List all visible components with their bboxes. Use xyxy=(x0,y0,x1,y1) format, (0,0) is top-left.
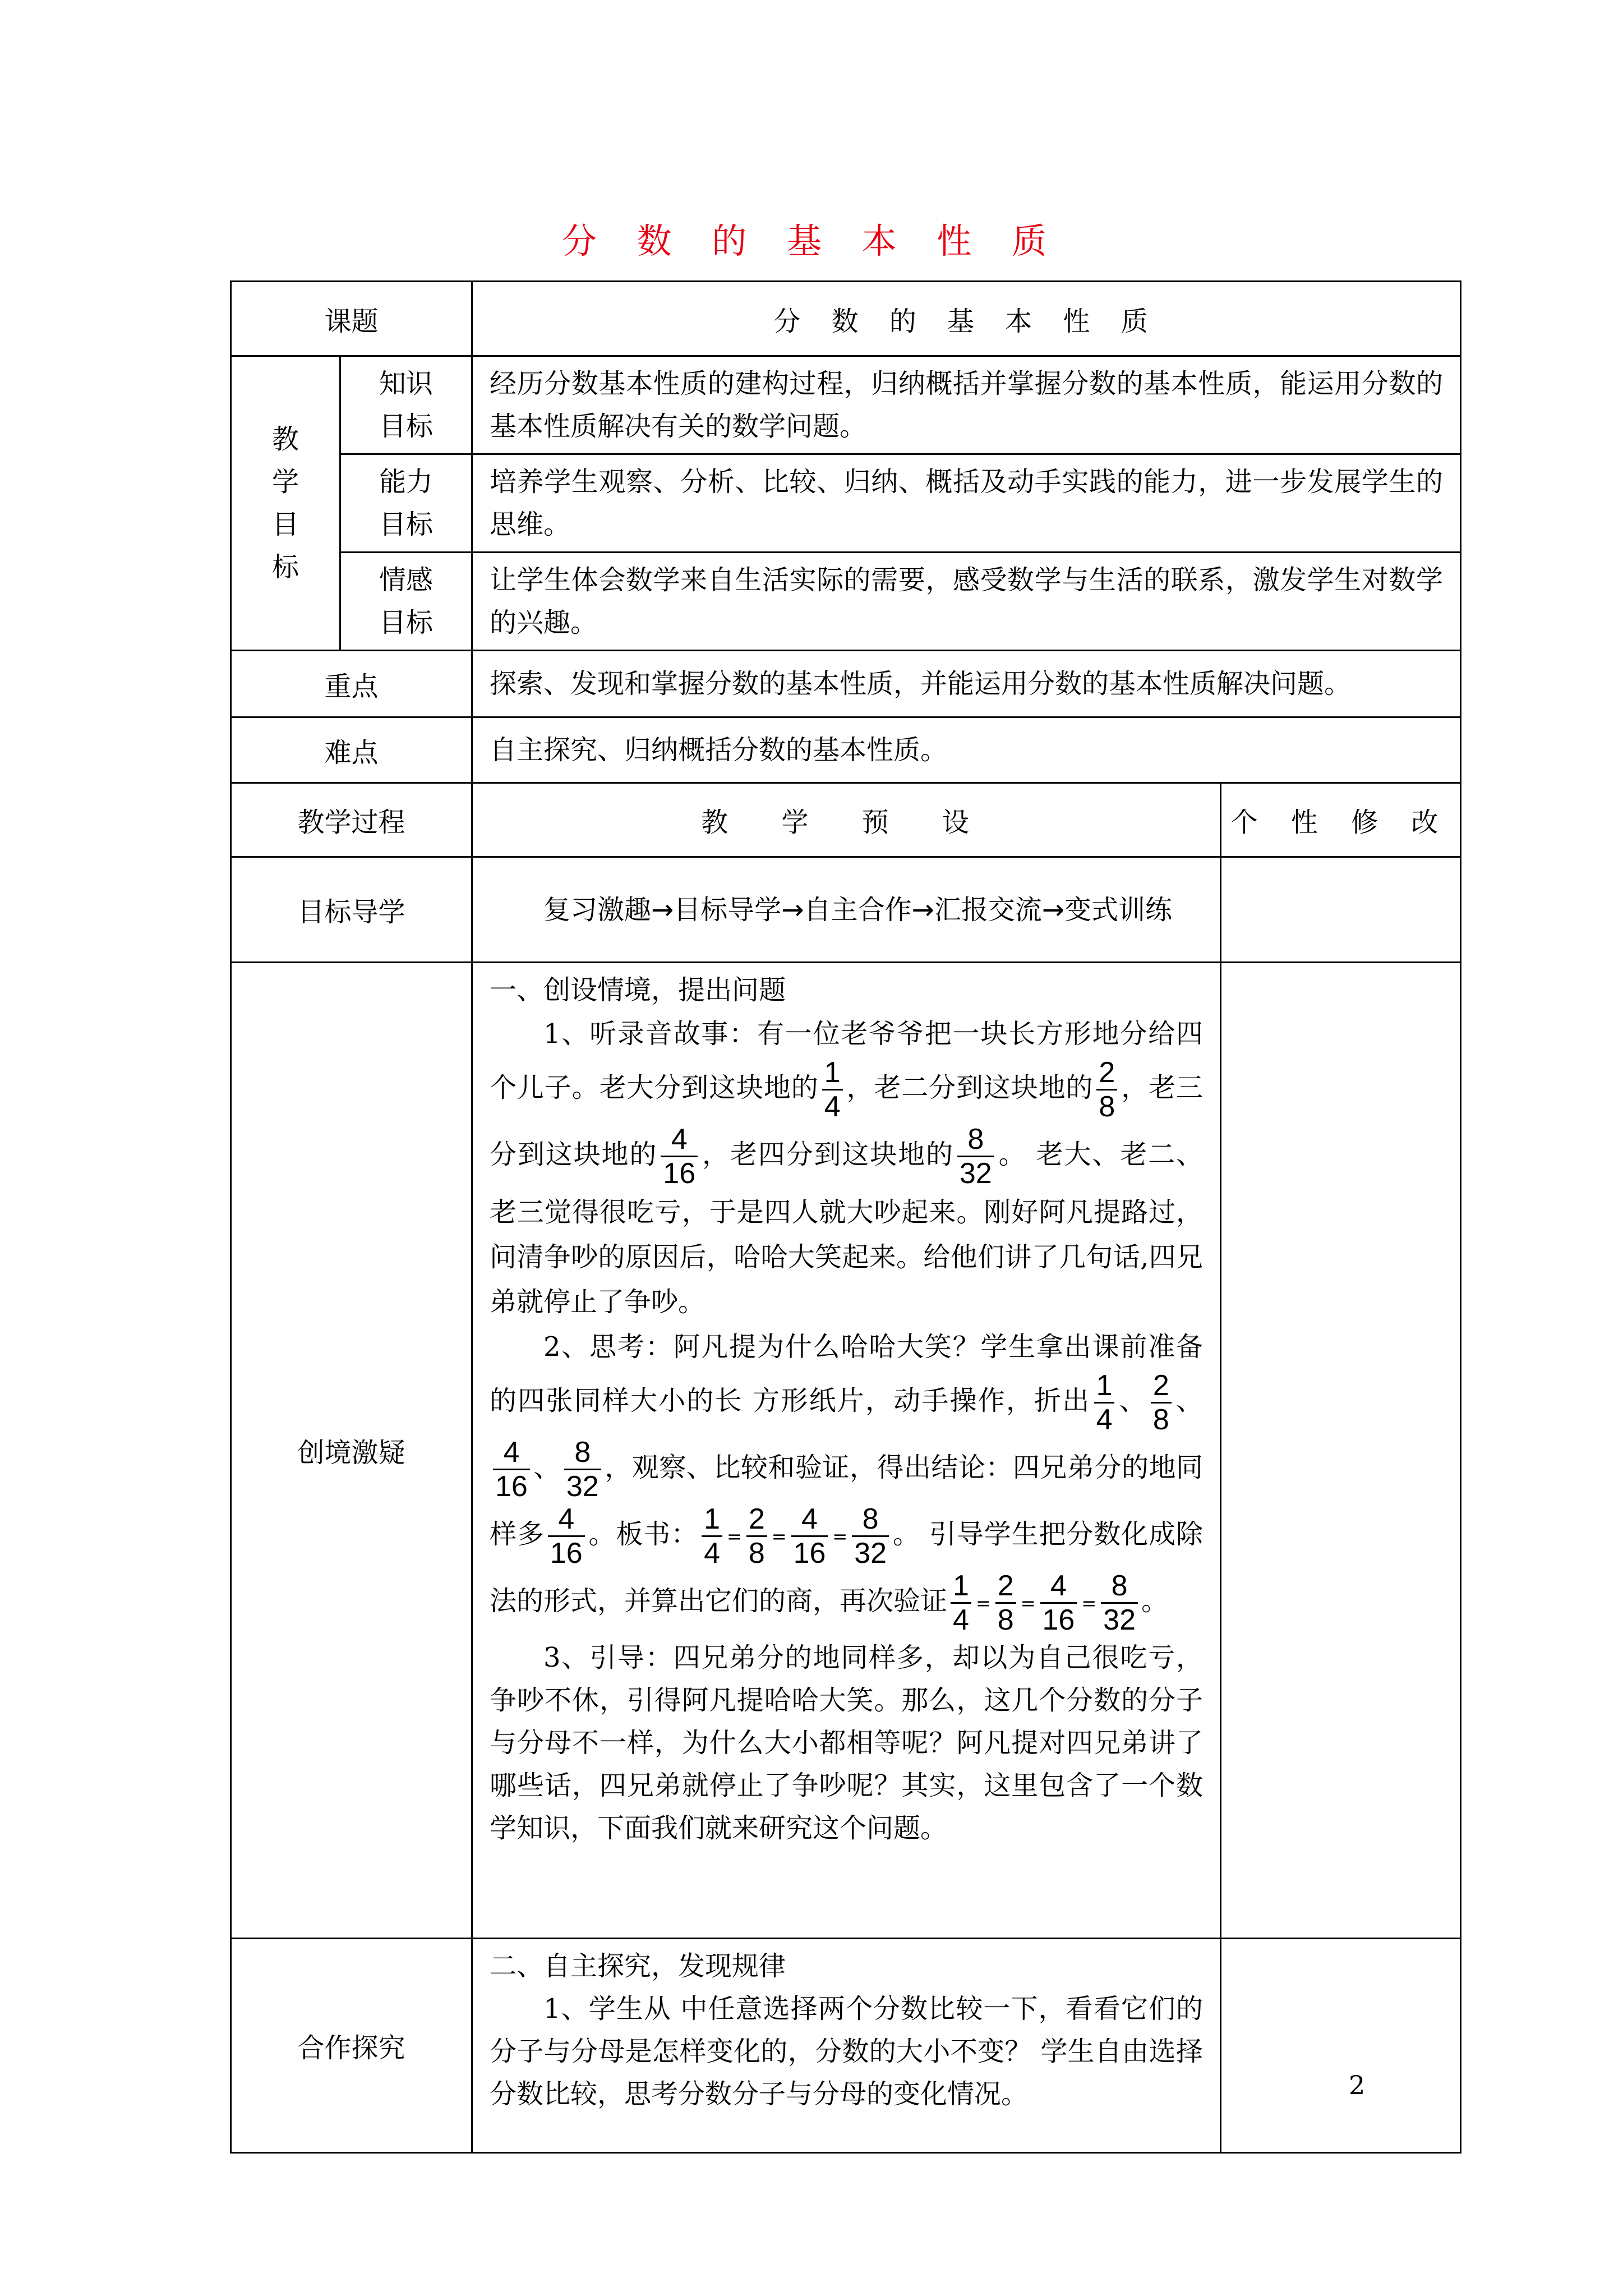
scenario-paragraph-2: 2、思考：阿凡提为什么哈哈大笑？学生拿出课前准备的四张同样大小的长 方形纸片，动手操作，折出 $\frac{1}{4}$ 、 $\frac{2}{8}$ 、 $\frac{4}{16}$ 、 $\frac{8}{32}$ ，观察、比较和验证，得出结论：四兄弟分的地同样多 $\frac{4}{16}$ 。板书： $\frac{1}{4}$ = $\frac{2}{8}$ = $\frac{4}{16}$ = $\frac{8}{32}$ 。 引导学生把分数化成除法的形式，并算出它们的商，再次验证 $\frac{1}{4}$ = $\frac{2}{8}$ = $\frac{4}{16}$ = $\frac{8}{32}$ 。 xyxy=(490,1331,1204,1636)
key-point-label: 重点 xyxy=(231,651,472,717)
equation-board: $\frac{1}{4}$ = $\frac{2}{8}$ = $\frac{4}{16}$ = $\frac{8}{32}$ xyxy=(698,1519,892,1550)
topic-value: 分 数 的 基 本 性 质 xyxy=(472,282,1461,356)
goal-text-emotion: 让学生体会数学来自生活实际的需要，感受数学与生活的联系，激发学生对数学的兴趣。 xyxy=(472,553,1461,651)
guide-revise-cell xyxy=(1221,857,1461,963)
goal-label-knowledge: 知识 目标 xyxy=(340,356,472,454)
scenario-paragraph-3: 3、引导：四兄弟分的地同样多，却以为自己很吃亏，争吵不休，引得阿凡提哈哈大笑。那么，这几个分数的分子与分母不一样，为什么大小都相等呢？阿凡提对四兄弟讲了哪些话，四兄弟就停止了争吵呢？其实，这里包含了一个数学知识，下面我们就来研究这个问题。 xyxy=(490,1642,1204,1844)
goal-row-knowledge xyxy=(231,356,1461,454)
fraction-2-8: $\frac{2}{8}$ xyxy=(1151,1369,1172,1436)
goal-text-knowledge: 经历分数基本性质的建构过程，归纳概括并掌握分数的基本性质，能运用分数的基本性质解决有关的数学问题。 xyxy=(472,356,1461,454)
explore-paragraph-1: 1、学生从 中任意选择两个分数比较一下，看看它们的分子与分母是怎样变化的，分数的大小不变？ 学生自由选择分数比较，思考分数分子与分母的变化情况。 xyxy=(490,1993,1204,2110)
topic-row xyxy=(231,282,1461,356)
flow-step-4: 汇报交流 xyxy=(934,894,1042,926)
fraction-1-4: $\frac{1}{4}$ xyxy=(822,1056,843,1123)
scenario-revise-cell xyxy=(1221,963,1461,1939)
key-point-row xyxy=(231,651,1461,717)
goal-row-ability xyxy=(231,454,1461,553)
fraction-2-8: $\frac{2}{8}$ xyxy=(1096,1056,1117,1123)
scenario-heading: 一、创设情境，提出问题 xyxy=(490,974,786,1006)
goal-row-emotion xyxy=(231,553,1461,651)
difficulty-text: 自主探究、归纳概括分数的基本性质。 xyxy=(472,717,1461,783)
goal-label-emotion: 情感 目标 xyxy=(340,553,472,651)
guide-row xyxy=(231,857,1461,963)
difficulty-row xyxy=(231,717,1461,783)
equation-verify: $\frac{1}{4}$ = $\frac{2}{8}$ = $\frac{4}{16}$ = $\frac{8}{32}$ xyxy=(947,1585,1141,1617)
flow-step-1: 复习激趣 xyxy=(543,894,652,926)
scenario-label: 创境激疑 xyxy=(231,963,472,1939)
explore-row xyxy=(231,1939,1461,2153)
guide-flow xyxy=(472,857,1221,963)
fraction-8-32: $\frac{8}{32}$ xyxy=(564,1436,601,1503)
fraction-1-4: $\frac{1}{4}$ xyxy=(1094,1369,1115,1436)
page-number: 2 xyxy=(1349,2070,1366,2100)
goal-label-ability: 能力 目标 xyxy=(340,454,472,553)
fraction-8-32: $\frac{8}{32}$ xyxy=(957,1123,994,1190)
header-design: 教 学 预 设 xyxy=(472,783,1221,857)
flow-arrow-icon: → xyxy=(911,894,934,926)
fraction-4-16: $\frac{4}{16}$ xyxy=(493,1436,530,1503)
scenario-paragraph-1: 1、听录音故事：有一位老爷爷把一块长方形地分给四个儿子。老大分到这块地的 $\frac{1}{4}$ ，老二分到这块地的 $\frac{2}{8}$ ，老三分到这块地的 $\frac{4}{16}$ ，老四分到这块地的 $\frac{8}{32}$ 。 老大、老二、老三觉得很吃亏，于是四人就大吵起来。刚好阿凡提路过，问清争吵的原因后，哈哈大笑起来。给他们讲了几句话,四兄弟就停止了争吵。 xyxy=(490,1018,1204,1318)
page-title: 分 数 的 基 本 性 质 xyxy=(561,220,1062,261)
fraction-4-16: $\frac{4}{16}$ xyxy=(548,1503,585,1570)
goals-group-label: 教 学 目 标 xyxy=(231,356,340,651)
flow-step-2: 目标导学 xyxy=(674,894,782,926)
flow-step-5: 变式训练 xyxy=(1064,894,1172,926)
key-point-text: 探索、发现和掌握分数的基本性质，并能运用分数的基本性质解决问题。 xyxy=(472,651,1461,717)
lesson-plan-table xyxy=(230,280,1461,2154)
scenario-content xyxy=(472,963,1221,1939)
explore-content xyxy=(472,1939,1221,2153)
explore-revise-cell xyxy=(1221,1939,1461,2153)
flow-arrow-icon: → xyxy=(651,894,674,926)
header-process: 教学过程 xyxy=(231,783,472,857)
topic-label: 课题 xyxy=(231,282,472,356)
flow-step-3: 自主合作 xyxy=(804,894,912,926)
fraction-4-16: $\frac{4}{16}$ xyxy=(661,1123,698,1190)
guide-label: 目标导学 xyxy=(231,857,472,963)
explore-label: 合作探究 xyxy=(231,1939,472,2153)
header-row xyxy=(231,783,1461,857)
flow-arrow-icon: → xyxy=(781,894,804,926)
difficulty-label: 难点 xyxy=(231,717,472,783)
goal-text-ability: 培养学生观察、分析、比较、归纳、概括及动手实践的能力，进一步发展学生的思维。 xyxy=(472,454,1461,553)
flow-arrow-icon: → xyxy=(1041,894,1064,926)
explore-heading: 二、自主探究，发现规律 xyxy=(490,1950,786,1982)
scenario-row xyxy=(231,963,1461,1939)
header-revise: 个 性 修 改 xyxy=(1221,783,1461,857)
